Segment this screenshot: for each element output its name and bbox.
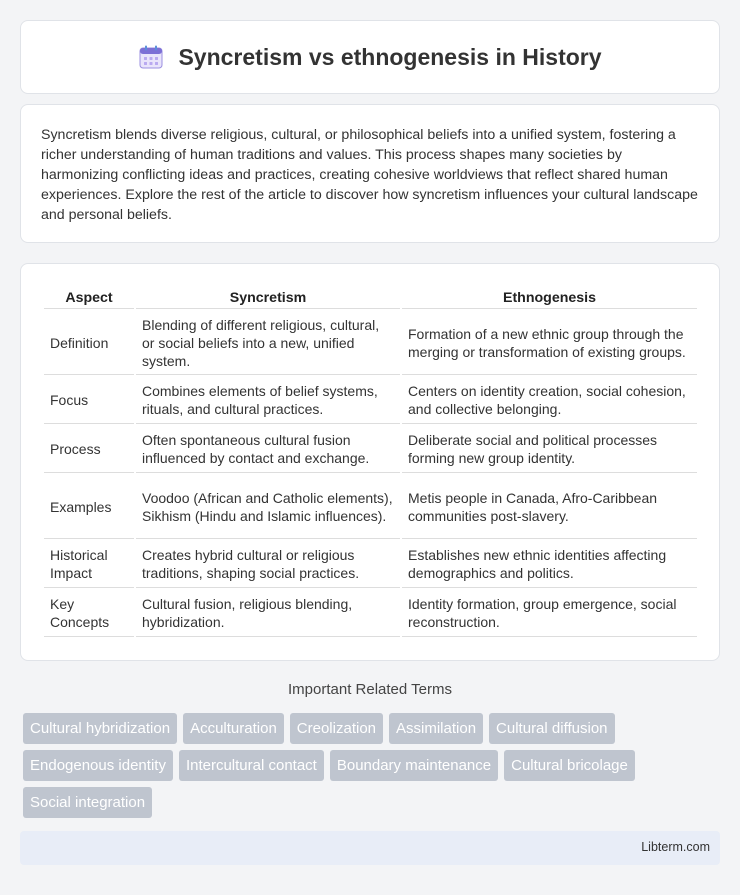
syncretism-cell: Combines elements of belief systems, rituals, and cultural practices. — [136, 377, 400, 424]
related-terms-title: Important Related Terms — [288, 681, 452, 698]
column-header-syncretism: Syncretism — [136, 286, 400, 309]
related-term-tag[interactable]: Boundary maintenance — [330, 750, 498, 781]
table-header-row — [44, 286, 697, 309]
syncretism-cell: Voodoo (African and Catholic elements), Sikhism (Hindu and Islamic influences). — [136, 475, 400, 539]
ethnogenesis-cell: Establishes new ethnic identities affecting demographics and politics. — [402, 541, 697, 588]
related-term-tag[interactable]: Assimilation — [389, 713, 483, 744]
syncretism-cell: Cultural fusion, religious blending, hybridization. — [136, 590, 400, 637]
table-row — [44, 377, 697, 424]
footer-site-link[interactable]: Libterm.com — [641, 840, 710, 854]
aspect-cell: Examples — [44, 475, 134, 539]
aspect-cell: Focus — [44, 377, 134, 424]
aspect-cell: Process — [44, 426, 134, 473]
aspect-cell: Key Concepts — [44, 590, 134, 637]
comparison-table-card — [20, 263, 720, 661]
related-term-tag[interactable]: Cultural bricolage — [504, 750, 635, 781]
related-term-tag[interactable]: Endogenous identity — [23, 750, 173, 781]
calendar-icon — [138, 44, 164, 70]
footer — [20, 831, 720, 865]
syncretism-cell: Often spontaneous cultural fusion influenced by contact and exchange. — [136, 426, 400, 473]
page-title: Syncretism vs ethnogenesis in History — [178, 43, 602, 70]
ethnogenesis-cell: Deliberate social and political processes forming new group identity. — [402, 426, 697, 473]
aspect-cell: Definition — [44, 311, 134, 375]
table-row — [44, 475, 697, 539]
ethnogenesis-cell: Formation of a new ethnic group through the merging or transformation of existing groups. — [402, 311, 697, 375]
syncretism-cell: Blending of different religious, cultural, or social beliefs into a new, unified system. — [136, 311, 400, 375]
related-term-tag[interactable]: Social integration — [23, 787, 152, 818]
column-header-ethnogenesis: Ethnogenesis — [402, 286, 697, 309]
related-term-tag[interactable]: Cultural hybridization — [23, 713, 177, 744]
syncretism-cell: Creates hybrid cultural or religious traditions, shaping social practices. — [136, 541, 400, 588]
related-term-tag[interactable]: Cultural diffusion — [489, 713, 614, 744]
related-term-tag[interactable]: Creolization — [290, 713, 383, 744]
ethnogenesis-cell: Identity formation, group emergence, social reconstruction. — [402, 590, 697, 637]
column-header-aspect: Aspect — [44, 286, 134, 309]
related-term-tag[interactable]: Intercultural contact — [179, 750, 324, 781]
comparison-table — [42, 284, 699, 639]
intro-text: Syncretism blends diverse religious, cultural, or philosophical beliefs into a unified system, fostering a richer understanding of human traditions and values. This process shapes many societies by harmonizing conflicting ideas and practices, creating cohesive worldviews that reflect shared human experiences. Explore the rest of the article to discover how syncretism influences your cultural landscape and personal beliefs. — [41, 127, 698, 223]
ethnogenesis-cell: Centers on identity creation, social cohesion, and collective belonging. — [402, 377, 697, 424]
header-card — [20, 20, 720, 94]
table-row — [44, 590, 697, 637]
related-terms-list — [23, 713, 723, 824]
table-row — [44, 426, 697, 473]
table-row — [44, 541, 697, 588]
table-row — [44, 311, 697, 375]
related-term-tag[interactable]: Acculturation — [183, 713, 284, 744]
aspect-cell: Historical Impact — [44, 541, 134, 588]
intro-card — [20, 104, 720, 243]
ethnogenesis-cell: Metis people in Canada, Afro-Caribbean communities post-slavery. — [402, 475, 697, 539]
